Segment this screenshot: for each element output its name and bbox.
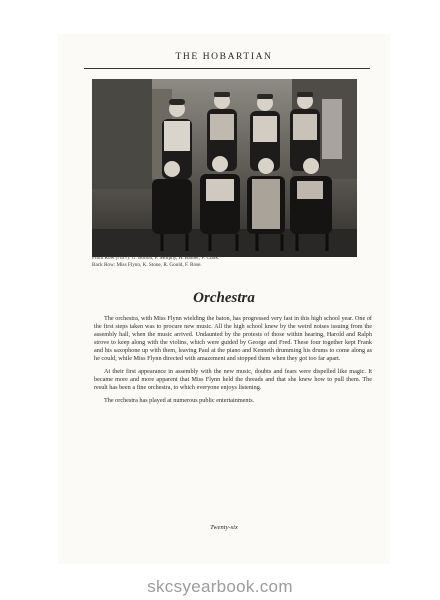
page-header: THE HOBARTIAN [175, 52, 273, 62]
article-body [94, 315, 372, 410]
article-paragraph: The orchestra has played at numerous public entertainments. [104, 397, 255, 404]
orchestra-group-photo [92, 79, 357, 257]
article-title: Orchestra [193, 290, 255, 306]
page-number: Twenty-six [210, 524, 238, 531]
caption-back-row: Back Row: Miss Flynn, K. Stone, R. Gould, F. Rose. [92, 261, 202, 268]
article-paragraph: At their first appearance in assembly with the new music, doubts and fears were dispelled like magic. It became more and more apparent that Miss Flynn held the threads and that she knew how to pull them. The result has been a fine orchestra, to which everyone enjoys listening. [94, 368, 372, 391]
article-paragraph: The orchestra, with Miss Flynn wielding the baton, has progressed very fast in this high school year. One of the first steps taken was to procure new music. All the high school knew by the weird noises issuing from the assembly hall, when the music arrived. Undaunted by the protests of those within hearing, Harold and Ralph strove to keep along with the violins, which were guided by George and Fred. These four together kept Frank and his saxophone up with them, leaving Paul at the piano and Kenneth drumming his drums to come along as he could, while Miss Flynn directed with amazement and stopped them when they got too far apart. [94, 315, 372, 362]
yearbook-page [58, 34, 390, 564]
photo-caption [92, 255, 372, 268]
site-watermark: skcsyearbook.com [147, 577, 293, 596]
header-rule [84, 68, 370, 69]
caption-front-row: Front Row (l to r): G. Bolton, P. Murphy, H. Barber, F. Clark. [92, 255, 220, 261]
